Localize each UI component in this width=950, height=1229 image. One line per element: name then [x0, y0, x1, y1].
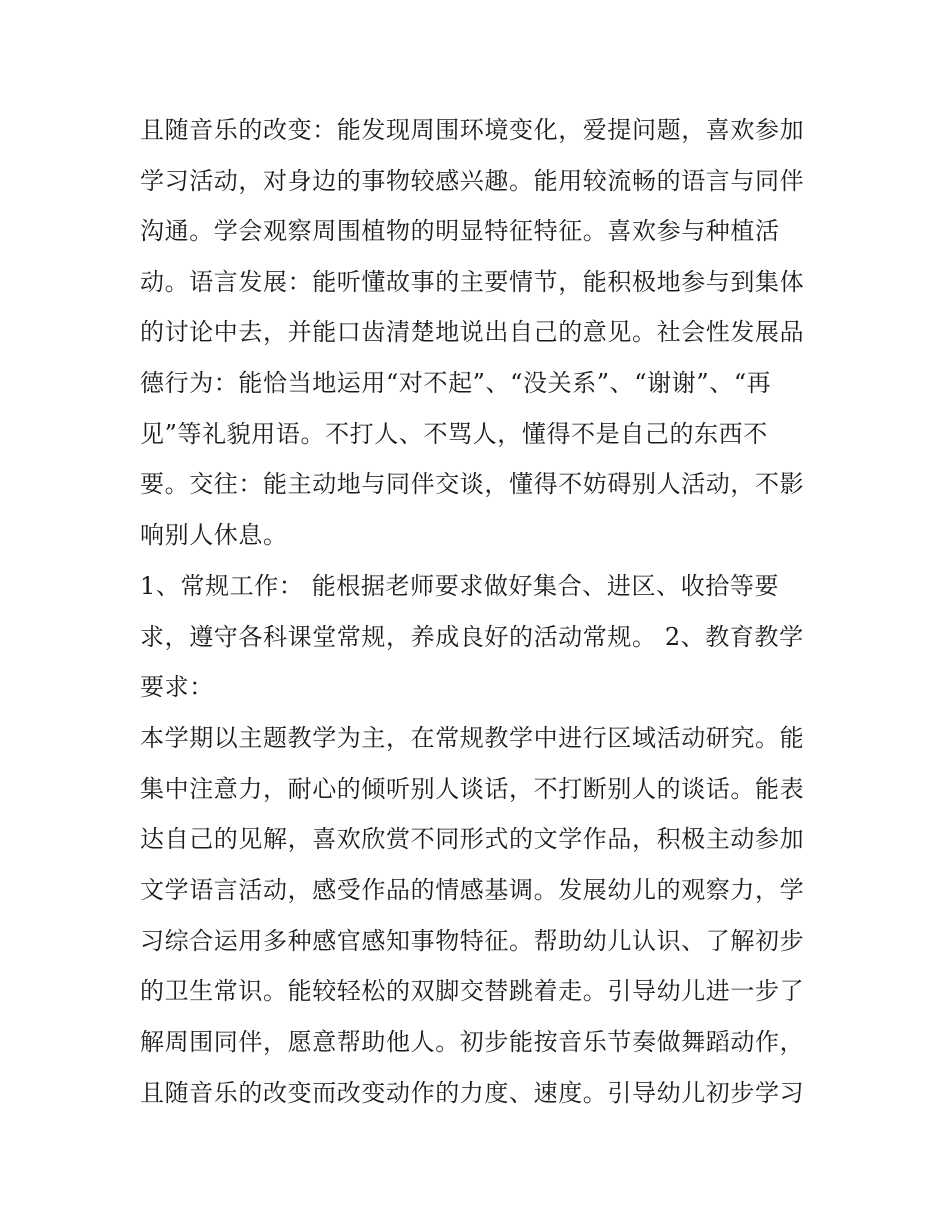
text-line: 本学期以主题教学为主，在常规教学中进行区域活动研究。能	[140, 724, 805, 752]
text-line: 解周围同伴，愿意帮助他人。初步能按音乐节奏做舞蹈动作，	[140, 1028, 805, 1056]
text-line: 集中注意力，耐心的倾听别人谈话，不打断别人的谈话。能表	[140, 775, 805, 803]
text-line: 响别人休息。	[140, 521, 288, 549]
text-line: 要求：	[140, 673, 214, 701]
text-line: 文学语言活动，感受作品的情感基调。发展幼儿的观察力，学	[140, 876, 805, 904]
text-line: 动。语言发展：能听懂故事的主要情节，能积极地参与到集体	[140, 268, 805, 296]
text-line: 见”等礼貌用语。不打人、不骂人，懂得不是自己的东西不	[140, 420, 768, 448]
text-line: 且随音乐的改变：能发现周围环境变化，爱提问题，喜欢参加	[140, 116, 805, 144]
text-line: 达自己的见解，喜欢欣赏不同形式的文学作品，积极主动参加	[140, 825, 805, 853]
text-line: 的卫生常识。能较轻松的双脚交替跳着走。引导幼儿进一步了	[140, 977, 805, 1005]
text-line: 1、常规工作： 能根据老师要求做好集合、进区、收拾等要	[140, 572, 780, 600]
text-line: 德行为：能恰当地运用“对不起”、“没关系”、“谢谢”、“再	[140, 369, 772, 397]
text-line: 的讨论中去，并能口齿清楚地说出自己的意见。社会性发展品	[140, 318, 805, 346]
text-line: 要。交往：能主动地与同伴交谈，懂得不妨碍别人活动，不影	[140, 470, 805, 498]
text-line: 沟通。学会观察周围植物的明显特征特征。喜欢参与种植活	[140, 217, 780, 245]
text-line: 习综合运用多种感官感知事物特征。帮助幼儿认识、了解初步	[140, 927, 805, 955]
text-line: 求，遵守各科课堂常规，养成良好的活动常规。 2、教育教学	[140, 623, 804, 651]
text-line: 学习活动，对身边的事物较感兴趣。能用较流畅的语言与同伴	[140, 167, 805, 195]
text-line: 且随音乐的改变而改变动作的力度、速度。引导幼儿初步学习	[140, 1079, 805, 1107]
